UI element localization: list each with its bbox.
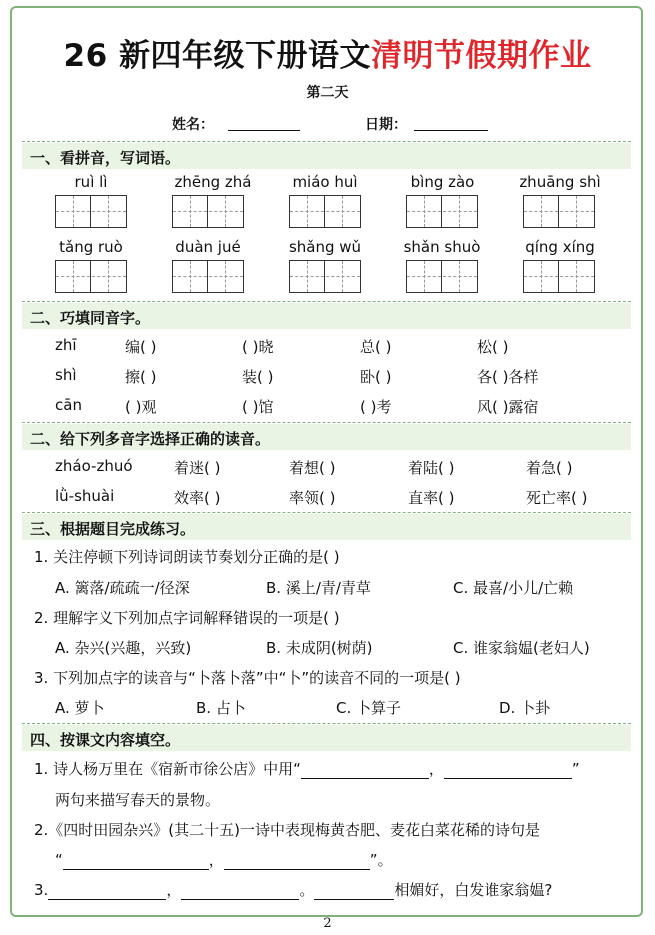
polyphone-item: 着急( ) bbox=[526, 459, 573, 477]
subtitle: 第二天 bbox=[306, 85, 349, 101]
section-3-header bbox=[22, 424, 631, 450]
date-field[interactable] bbox=[414, 114, 488, 131]
pinyin-6: tǎng ruò bbox=[59, 238, 123, 256]
section-3-title: 二、给下列多音字选择正确的读音。 bbox=[30, 430, 271, 448]
divider bbox=[22, 422, 631, 423]
fill-3-period: 。 bbox=[299, 881, 315, 899]
polyphone-pinyin: lǜ-shuài bbox=[55, 487, 115, 505]
homophone-item: ( )晓 bbox=[242, 338, 274, 356]
section-4-title: 三、根据题目完成练习。 bbox=[30, 520, 196, 538]
fill-3-suffix: 相媚好，白发谁家翁媪? bbox=[394, 881, 553, 899]
question-3: 3. 下列加点字的读音与“卜落卜落”中“卜”的读音不同的一项是( ) bbox=[34, 669, 461, 687]
section-4-header bbox=[22, 514, 631, 540]
section-2-title: 二、巧填同音字。 bbox=[30, 309, 151, 327]
blank[interactable] bbox=[63, 853, 209, 870]
writing-box[interactable] bbox=[172, 195, 244, 228]
option-a: A. 篱落/疏疏一/径深 bbox=[55, 579, 190, 597]
option-a: A. 杂兴(兴趣，兴致) bbox=[55, 639, 192, 657]
fill-2-close: ”。 bbox=[369, 851, 393, 869]
option-c: C. 谁家翁媪(老妇人) bbox=[453, 639, 590, 657]
polyphone-item: 着想( ) bbox=[289, 459, 336, 477]
fill-line-1b: 两句来描写春天的景物。 bbox=[55, 791, 221, 809]
writing-box[interactable] bbox=[523, 260, 595, 293]
homophone-item: 卧( ) bbox=[360, 368, 392, 386]
blank[interactable] bbox=[181, 883, 299, 900]
polyphone-pinyin: zháo-zhuó bbox=[55, 457, 133, 475]
fill-line-1 bbox=[34, 758, 580, 779]
option-c: C. 最喜/小儿/亡赖 bbox=[453, 579, 574, 597]
fill-line-3 bbox=[34, 879, 552, 900]
name-field[interactable] bbox=[228, 114, 300, 131]
writing-box[interactable] bbox=[406, 195, 478, 228]
writing-box[interactable] bbox=[523, 195, 595, 228]
fill-3-comma: ， bbox=[166, 881, 182, 899]
title-black: 26 新四年级下册语文 bbox=[63, 38, 371, 74]
option-b: B. 溪上/青/青草 bbox=[266, 579, 371, 597]
homophone-pinyin: zhī bbox=[55, 336, 77, 354]
homophone-item: 擦( ) bbox=[125, 368, 157, 386]
polyphone-item: 直率( ) bbox=[408, 489, 455, 507]
homophone-item: ( )馆 bbox=[242, 398, 274, 416]
polyphone-item: 死亡率( ) bbox=[526, 489, 588, 507]
fill-1-comma: ， bbox=[428, 760, 444, 778]
pinyin-4: bìng zào bbox=[410, 173, 475, 191]
section-1-header bbox=[22, 143, 631, 169]
fill-1-prefix: 1. 诗人杨万里在《宿新市徐公店》中用“ bbox=[34, 760, 301, 778]
section-1-title: 一、看拼音，写词语。 bbox=[30, 149, 181, 167]
homophone-item: 风( )露宿 bbox=[477, 398, 539, 416]
writing-box[interactable] bbox=[289, 195, 361, 228]
pinyin-2: zhēng zhá bbox=[174, 173, 252, 191]
homophone-item: 装( ) bbox=[242, 368, 274, 386]
fill-1-quote: ” bbox=[571, 760, 580, 778]
polyphone-item: 着迷( ) bbox=[174, 459, 221, 477]
divider bbox=[22, 723, 631, 724]
blank[interactable] bbox=[301, 762, 429, 779]
option-d: D. 卜卦 bbox=[499, 699, 551, 717]
writing-box[interactable] bbox=[406, 260, 478, 293]
homophone-item: 各( )各样 bbox=[477, 368, 539, 386]
pinyin-8: shǎng wǔ bbox=[288, 238, 362, 256]
option-a: A. 萝卜 bbox=[55, 699, 105, 717]
option-c: C. 卜算子 bbox=[336, 699, 402, 717]
title-red: 清明节假期作业 bbox=[370, 38, 592, 74]
fill-line-2: 2.《四时田园杂兴》(其二十五)一诗中表现梅黄杏肥、麦花白菜花稀的诗句是 bbox=[34, 821, 541, 839]
page-number: 2 bbox=[323, 916, 332, 931]
option-b: B. 未成阴(树荫) bbox=[266, 639, 373, 657]
homophone-item: 总( ) bbox=[360, 338, 392, 356]
divider bbox=[22, 141, 631, 142]
writing-box[interactable] bbox=[55, 195, 127, 228]
homophone-item: 编( ) bbox=[125, 338, 157, 356]
polyphone-item: 效率( ) bbox=[174, 489, 221, 507]
fill-2-open: “ bbox=[55, 851, 63, 869]
pinyin-7: duàn jué bbox=[175, 238, 241, 256]
pinyin-5: zhuāng shì bbox=[519, 173, 601, 191]
option-b: B. 占卜 bbox=[196, 699, 246, 717]
polyphone-item: 着陆( ) bbox=[408, 459, 455, 477]
homophone-pinyin: shì bbox=[55, 366, 77, 384]
question-2: 2. 理解字义下列加点字词解释错误的一项是( ) bbox=[34, 609, 340, 627]
blank[interactable] bbox=[314, 883, 394, 900]
date-label: 日期： bbox=[365, 117, 407, 133]
polyphone-item: 率领( ) bbox=[289, 489, 336, 507]
page-title bbox=[0, 30, 655, 75]
fill-3-num: 3. bbox=[34, 881, 49, 899]
blank[interactable] bbox=[224, 853, 370, 870]
homophone-item: ( )考 bbox=[360, 398, 392, 416]
pinyin-10: qíng xíng bbox=[525, 238, 595, 256]
fill-2-comma: ， bbox=[208, 851, 224, 869]
section-5-title: 四、按课文内容填空。 bbox=[30, 731, 181, 749]
name-label: 姓名： bbox=[172, 117, 214, 133]
homophone-item: 松( ) bbox=[477, 338, 509, 356]
writing-box[interactable] bbox=[289, 260, 361, 293]
homophone-pinyin: cān bbox=[55, 396, 82, 414]
section-2-header bbox=[22, 303, 631, 329]
homophone-item: ( )观 bbox=[125, 398, 157, 416]
pinyin-1: ruì lì bbox=[74, 173, 108, 191]
divider bbox=[22, 301, 631, 302]
section-5-header bbox=[22, 725, 631, 751]
blank[interactable] bbox=[48, 883, 166, 900]
fill-line-2b bbox=[55, 849, 393, 870]
pinyin-3: miáo huì bbox=[292, 173, 358, 191]
writing-box[interactable] bbox=[172, 260, 244, 293]
pinyin-9: shǎn shuò bbox=[403, 238, 481, 256]
question-1: 1. 关注停顿下列诗词朗读节奏划分正确的是( ) bbox=[34, 548, 340, 566]
divider bbox=[22, 512, 631, 513]
writing-box[interactable] bbox=[55, 260, 127, 293]
blank[interactable] bbox=[444, 762, 572, 779]
